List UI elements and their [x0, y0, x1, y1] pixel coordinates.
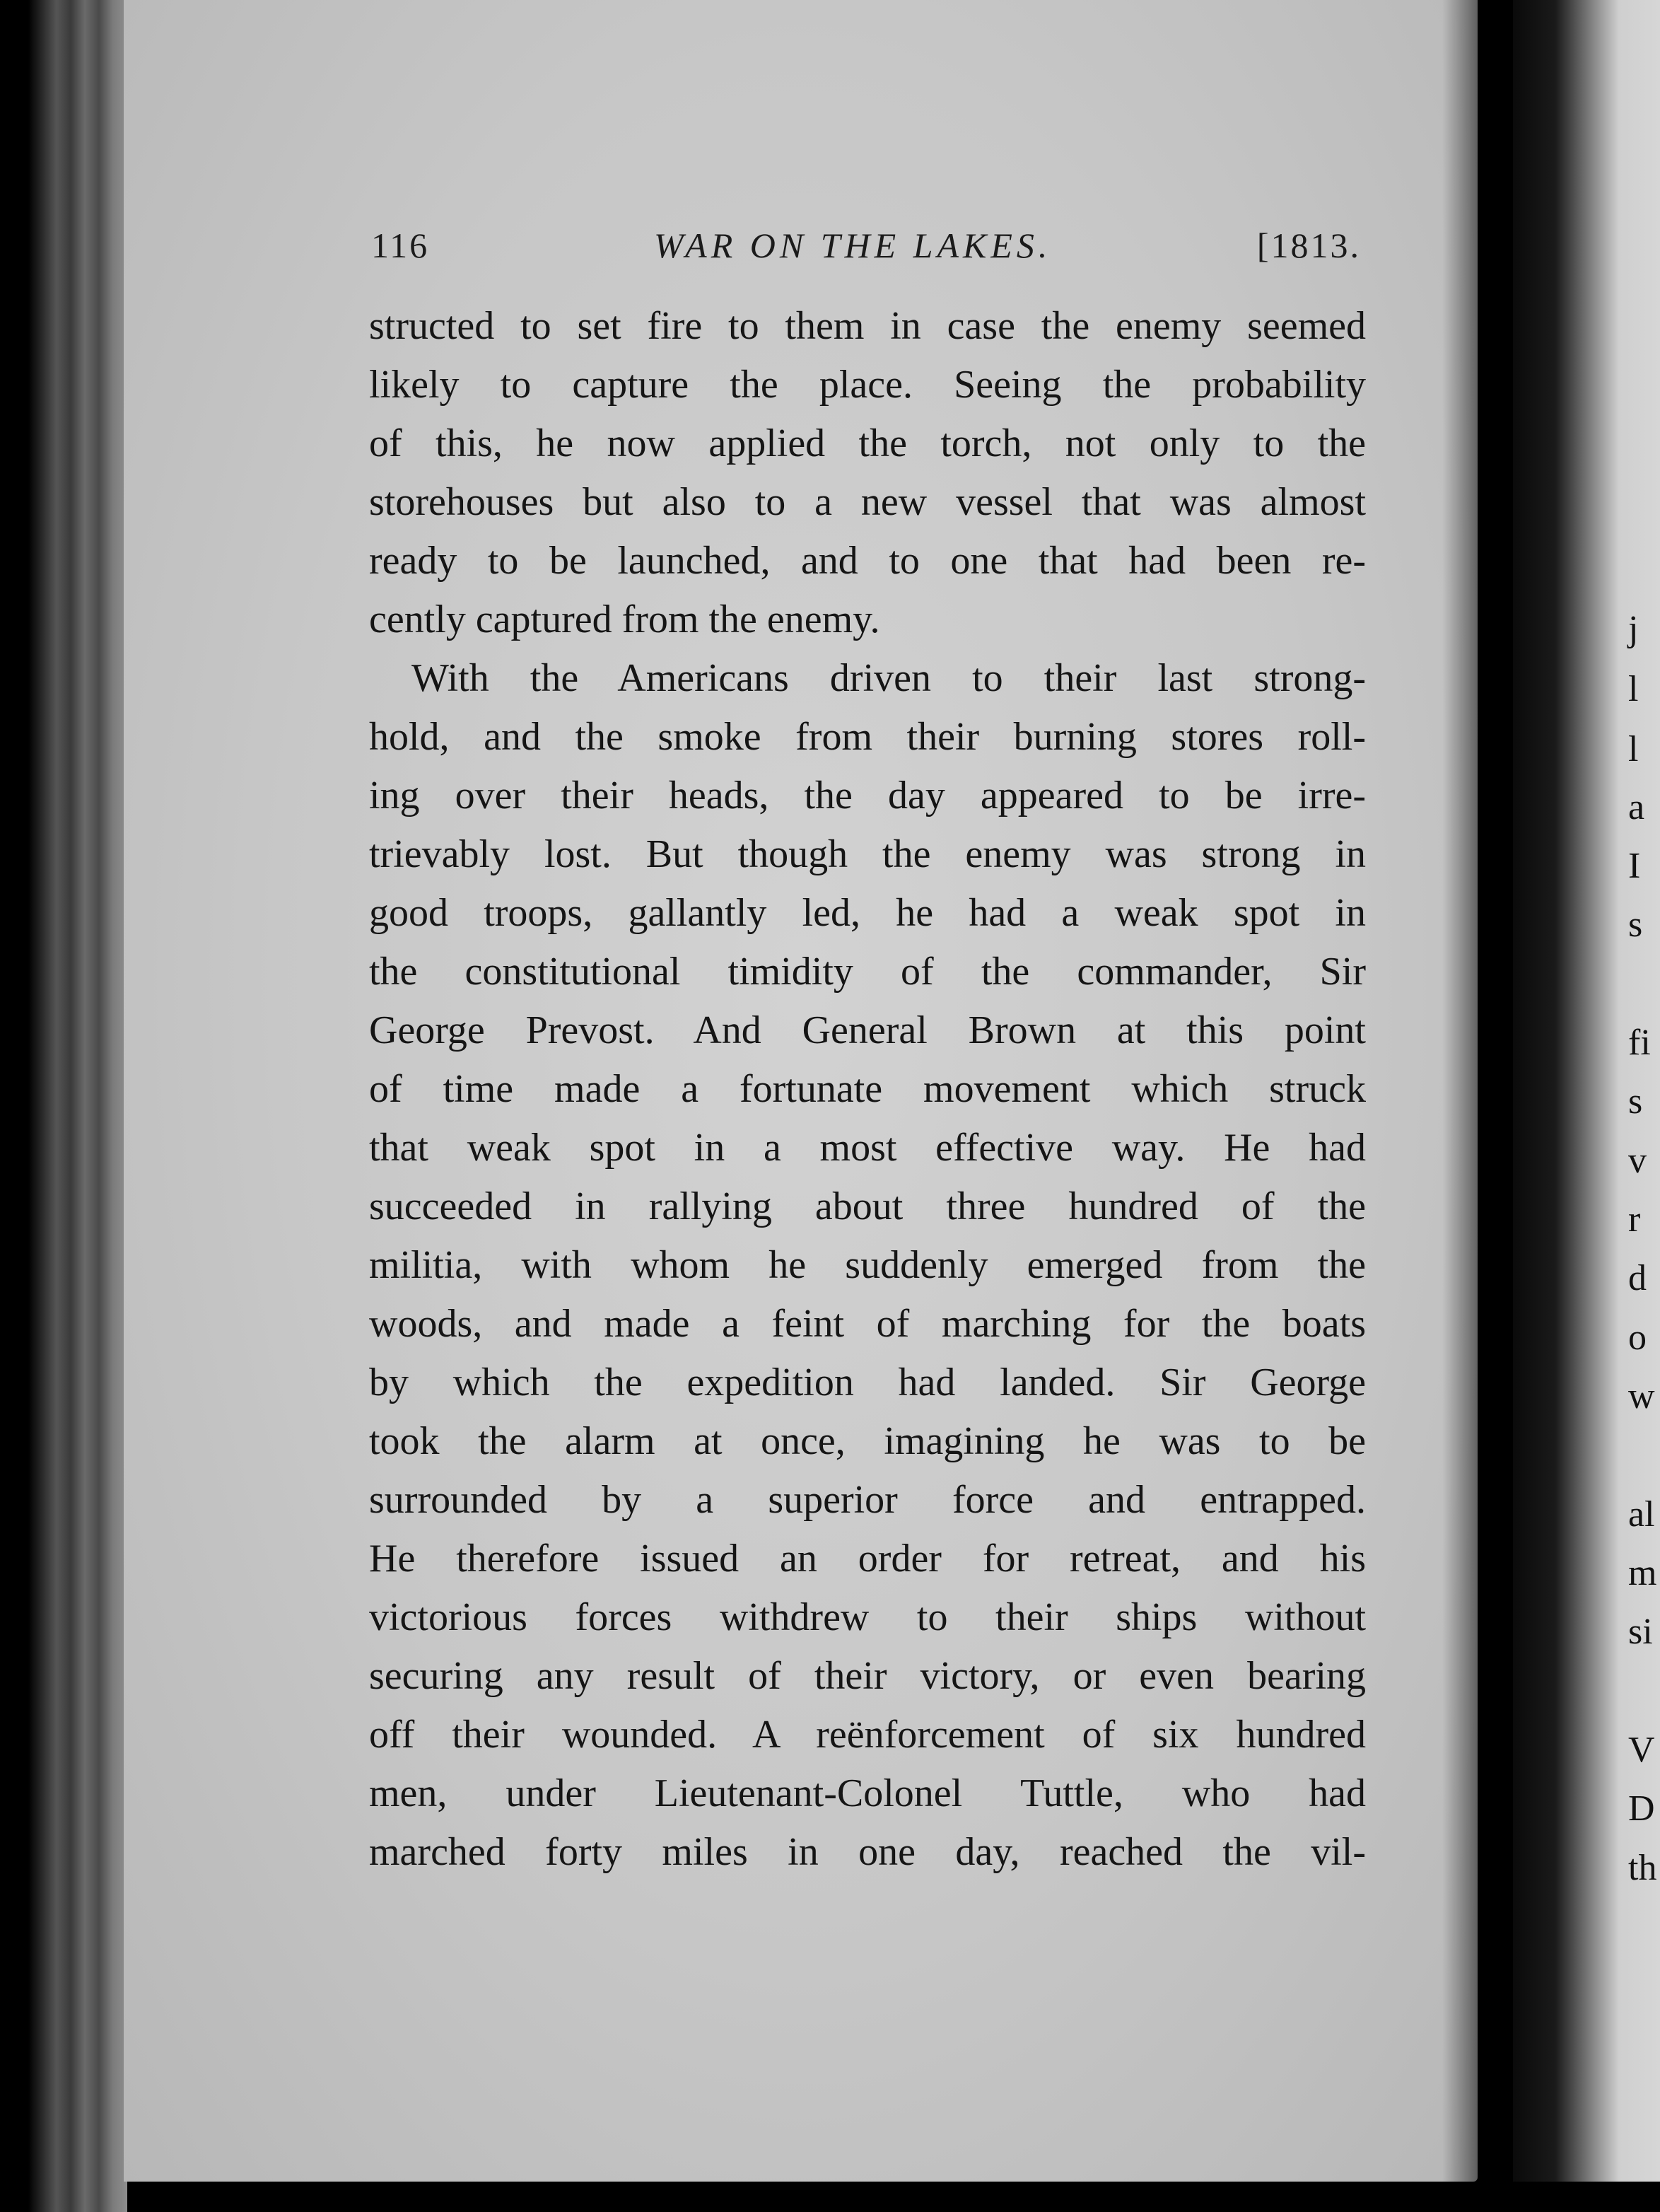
facing-fragment: j [1628, 609, 1639, 649]
paragraph-1 [369, 297, 1366, 649]
facing-fragment: si [1628, 1612, 1653, 1652]
facing-fragment: th [1628, 1848, 1657, 1888]
facing-fragment: a [1628, 787, 1645, 827]
book-binding-edge [0, 0, 127, 2212]
text-line: the constitutional timidity of the commander, Sir [369, 950, 1366, 994]
facing-fragment: r [1628, 1199, 1641, 1240]
text-line: likely to capture the place. Seeing the probability [369, 363, 1366, 407]
facing-fragment: m [1628, 1553, 1657, 1593]
text-line: succeeded in rallying about three hundred of the [369, 1184, 1366, 1228]
text-line: victorious forces withdrew to their ships without [369, 1595, 1366, 1639]
facing-page-text [1623, 0, 1660, 2212]
text-line: of this, he now applied the torch, not only to the [369, 421, 1366, 465]
running-head [371, 225, 1361, 267]
text-line: trievably lost. But though the enemy was strong in [369, 832, 1366, 876]
facing-fragment: d [1628, 1258, 1647, 1298]
text-line: ready to be launched, and to one that had been re- [369, 539, 1366, 583]
text-line: militia, with whom he suddenly emerged from the [369, 1243, 1366, 1287]
facing-fragment: w [1628, 1376, 1655, 1416]
facing-fragment: I [1628, 846, 1641, 886]
facing-fragment: fi [1628, 1023, 1651, 1063]
paragraph-2 [369, 649, 1366, 1882]
facing-fragment: o [1628, 1317, 1647, 1358]
facing-fragment: l [1628, 669, 1639, 709]
facing-fragment: s [1628, 904, 1643, 945]
running-year: [1813. [1256, 226, 1361, 265]
page-number: 116 [371, 226, 430, 265]
text-line: With the Americans driven to their last strong- [411, 656, 1366, 700]
text-line: ing over their heads, the day appeared to be irre- [369, 774, 1366, 817]
facing-fragment: v [1628, 1141, 1647, 1181]
text-line: He therefore issued an order for retreat, and his [369, 1537, 1366, 1581]
text-line: cently captured from the enemy. [369, 598, 880, 641]
text-line: by which the expedition had landed. Sir George [369, 1361, 1366, 1404]
running-title: WAR ON THE LAKES. [654, 226, 1052, 265]
text-line: storehouses but also to a new vessel that was almost [369, 480, 1366, 524]
text-line: took the alarm at once, imagining he was to be [369, 1419, 1366, 1463]
facing-fragment: V [1628, 1730, 1655, 1770]
text-line: good troops, gallantly led, he had a weak spot in [369, 891, 1366, 935]
facing-fragment: D [1628, 1788, 1655, 1829]
text-line: surrounded by a superior force and entrapped. [369, 1478, 1366, 1522]
body-text [369, 297, 1366, 1882]
text-line: of time made a fortunate movement which struck [369, 1067, 1366, 1111]
text-line: marched forty miles in one day, reached the vil- [369, 1830, 1366, 1874]
text-line: George Prevost. And General Brown at this point [369, 1008, 1366, 1052]
facing-fragment: s [1628, 1081, 1643, 1122]
text-line: men, under Lieutenant-Colonel Tuttle, who had [369, 1771, 1366, 1815]
text-line: securing any result of their victory, or even bearing [369, 1654, 1366, 1698]
text-line: hold, and the smoke from their burning stores roll- [369, 715, 1366, 759]
facing-fragment: al [1628, 1494, 1655, 1535]
text-line: structed to set fire to them in case the enemy seemed [369, 304, 1366, 348]
text-line: that weak spot in a most effective way. He had [369, 1126, 1366, 1170]
text-line: off their wounded. A reënforcement of six hundred [369, 1713, 1366, 1757]
text-line: woods, and made a feint of marching for the boats [369, 1302, 1366, 1346]
facing-fragment: l [1628, 729, 1639, 769]
